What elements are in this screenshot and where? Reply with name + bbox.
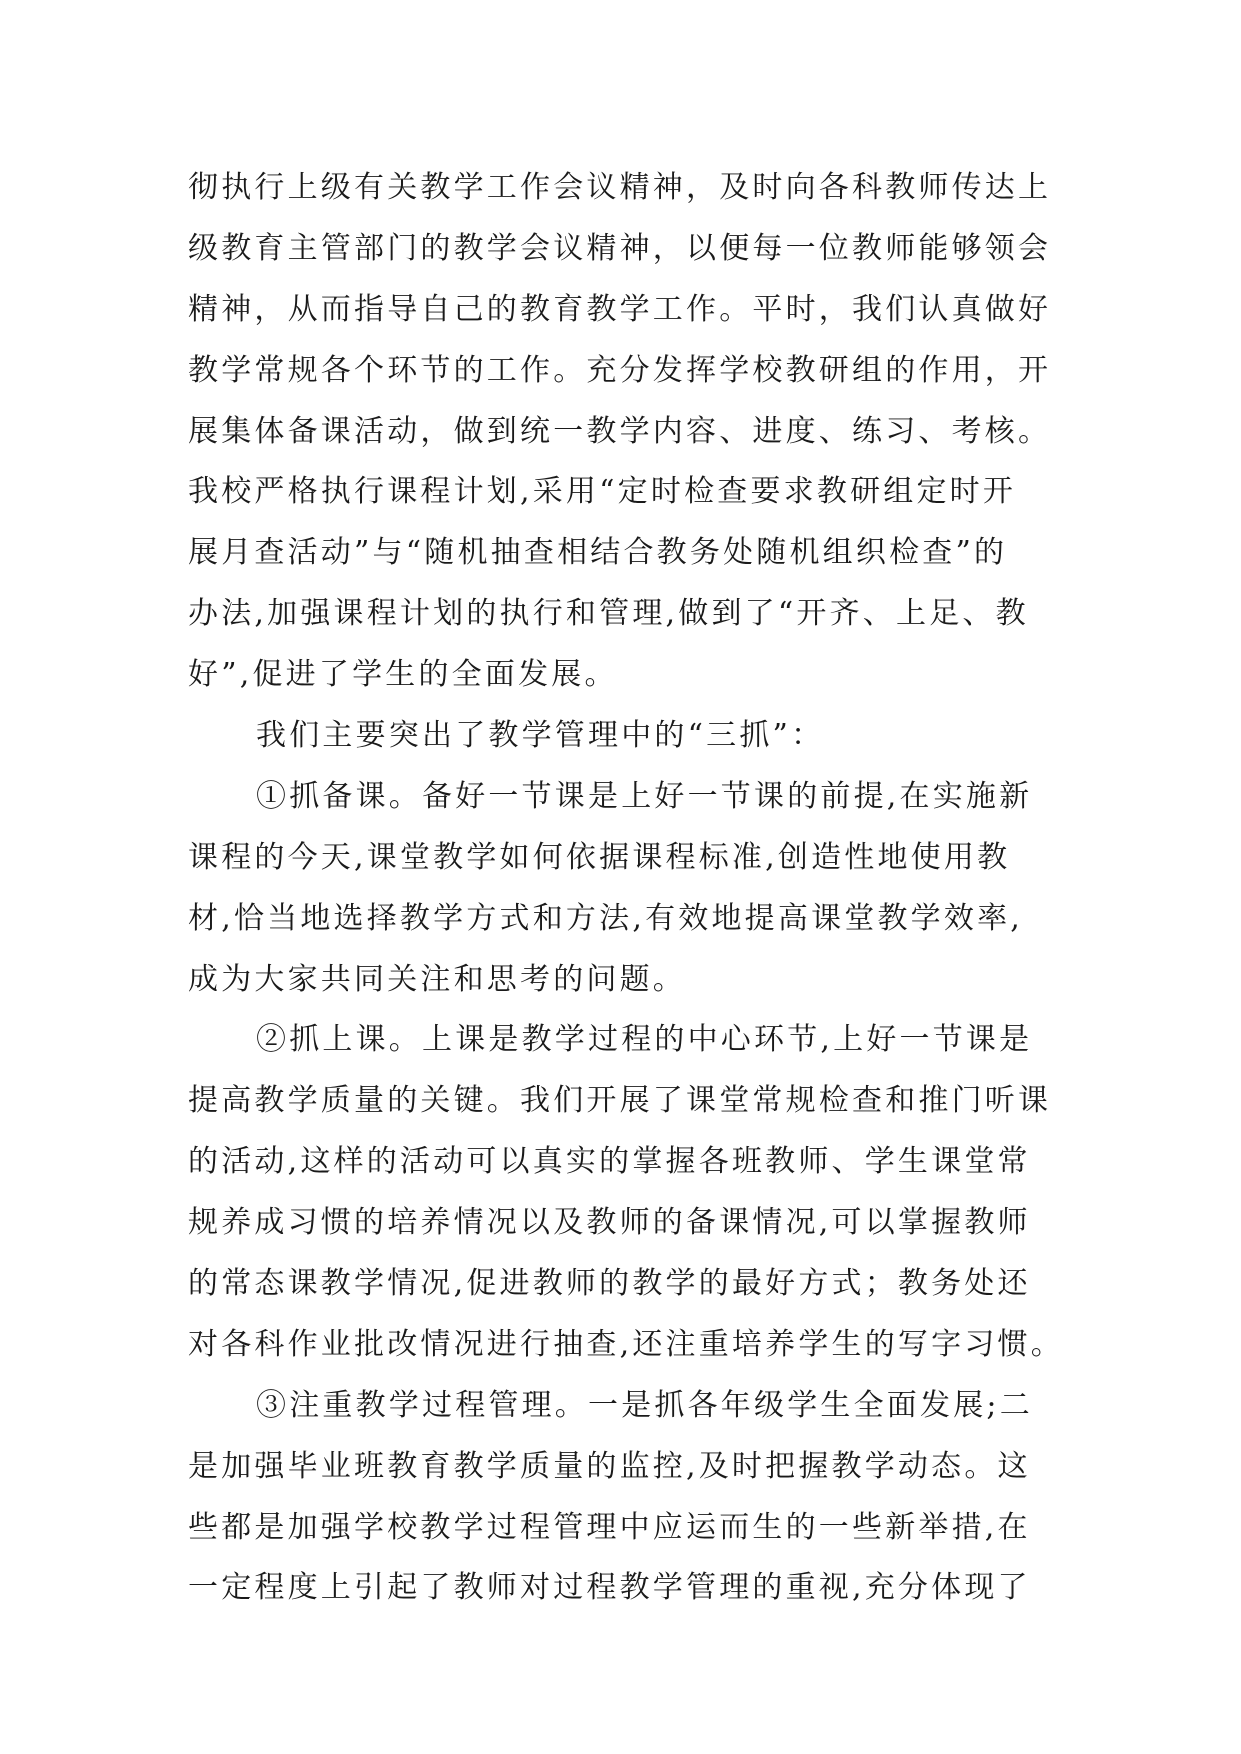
text-line: 彻执行上级有关教学工作会议精神，及时向各科教师传达上 [188,170,1052,205]
text-line: 成为大家共同关注和思考的问题。 [188,961,686,997]
text-line: 材,恰当地选择教学方式和方法,有效地提高课堂教学效率, [188,900,1024,936]
text-line: 我校严格执行课程计划,采用“定时检查要求教研组定时开 [188,474,1017,510]
body-text [188,158,1064,1619]
text-line: 提高教学质量的关键。我们开展了课堂常规检查和推门听课 [188,1083,1052,1119]
text-line: 一定程度上引起了教师对过程教学管理的重视,充分体现了 [188,1570,1031,1606]
paragraph-first-line: 我们主要突出了教学管理中的“三抓”： [256,718,825,754]
text-line: 课程的今天,课堂教学如何依据课程标准,创造性地使用教 [188,839,1011,875]
text-line: 对各科作业批改情况进行抽查,还注重培养学生的写字习惯。 [188,1326,1064,1362]
text-line: 展集体备课活动，做到统一教学内容、进度、练习、考核。 [188,413,1052,449]
text-line: 展月查活动”与“随机抽查相结合教务处随机组织检查”的 [188,535,1008,571]
paragraph-first-line: ①抓备课。备好一节课是上好一节课的前提,在实施新 [256,778,1033,814]
text-line: 规养成习惯的培养情况以及教师的备课情况,可以掌握教师 [188,1205,1031,1241]
text-line: 的常态课教学情况,促进教师的教学的最好方式；教务处还 [188,1266,1031,1302]
paragraph-first-line: ③注重教学过程管理。一是抓各年级学生全面发展;二 [256,1387,1033,1423]
text-line: 的活动,这样的活动可以真实的掌握各班教师、学生课堂常 [188,1144,1031,1180]
text-line: 好”,促进了学生的全面发展。 [188,657,618,693]
text-line: 些都是加强学校教学过程管理中应运而生的一些新举措,在 [188,1509,1031,1545]
paragraph-first-line: ②抓上课。上课是教学过程的中心环节,上好一节课是 [256,1022,1033,1058]
text-line: 办法,加强课程计划的执行和管理,做到了“开齐、上足、教 [188,596,1029,632]
text-line: 级教育主管部门的教学会议精神，以便每一位教师能够领会 [188,230,1052,266]
text-line: 是加强毕业班教育教学质量的监控,及时把握教学动态。这 [188,1448,1031,1484]
text-line: 精神，从而指导自己的教育教学工作。平时，我们认真做好 [188,291,1052,327]
text-line: 教学常规各个环节的工作。充分发挥学校教研组的作用，开 [188,352,1052,388]
